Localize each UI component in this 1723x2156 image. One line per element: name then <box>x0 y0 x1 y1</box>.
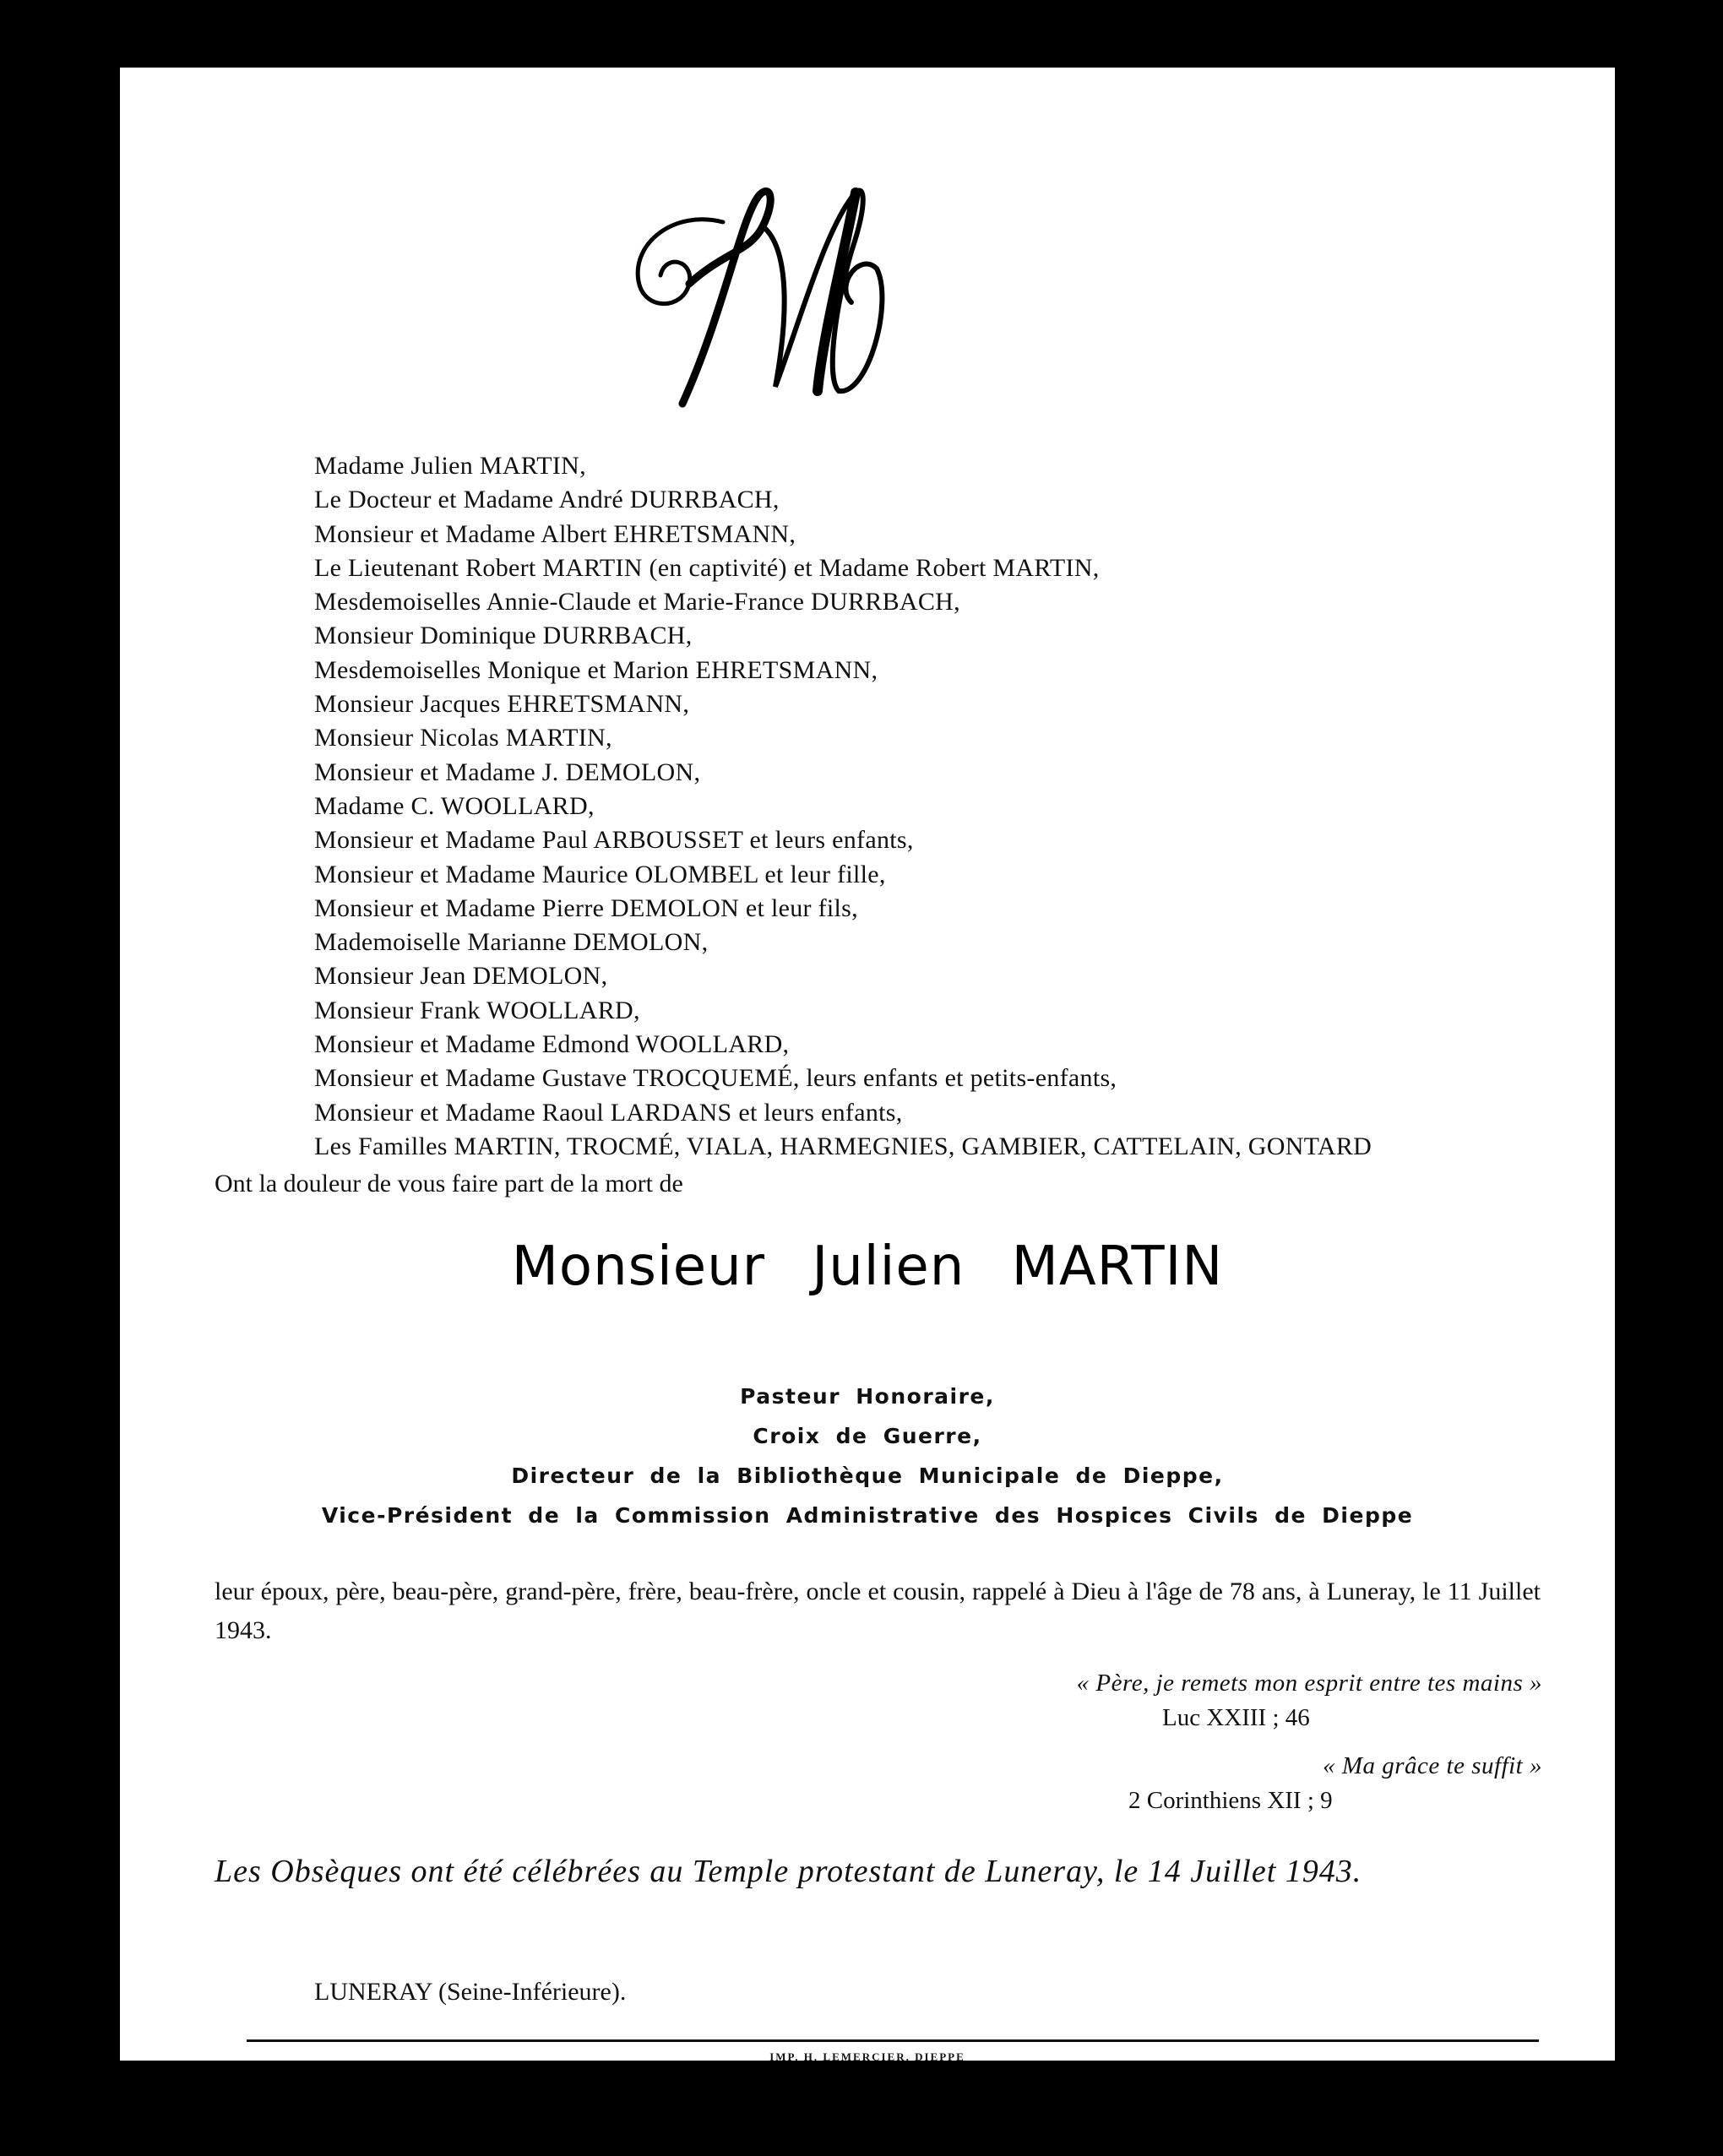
family-line: Monsieur et Madame Albert EHRETSMANN, <box>314 519 796 548</box>
family-line: Monsieur et Madame Edmond WOOLLARD, <box>314 1030 790 1059</box>
title-line: Pasteur Honoraire, <box>740 1384 995 1409</box>
family-line: Monsieur Jacques EHRETSMANN, <box>314 690 690 719</box>
funeral-notice: Les Obsèques ont été célébrées au Temple protestant de Luneray, le 14 Juillet 1943. <box>215 1854 1362 1889</box>
family-line: Monsieur et Madame Raoul LARDANS et leurs enfants, <box>314 1098 903 1127</box>
intro-text: Ont la douleur de vous faire part de la mort de <box>215 1170 683 1197</box>
family-line: Mesdemoiselles Monique et Marion EHRETSMANN, <box>314 655 878 684</box>
place-line: LUNERAY (Seine-Inférieure). <box>314 1978 627 2006</box>
family-line: Les Familles MARTIN, TROCMÉ, VIALA, HARMEGNIES, GAMBIER, CATTELAIN, GONTARD <box>314 1132 1372 1160</box>
family-line: Monsieur et Madame Paul ARBOUSSET et leurs enfants, <box>314 826 914 855</box>
deceased-name: Monsieur Julien MARTIN <box>511 1235 1224 1298</box>
monogram-m <box>623 176 927 429</box>
verse-reference: Luc XXIII ; 46 <box>1162 1704 1310 1731</box>
family-line: Monsieur et Madame Maurice OLOMBEL et leur fille, <box>314 860 886 888</box>
family-line: Le Docteur et Madame André DURRBACH, <box>314 486 780 514</box>
family-line: Madame C. WOOLLARD, <box>314 791 595 820</box>
family-list <box>314 449 1666 1164</box>
family-line: Monsieur Dominique DURRBACH, <box>314 622 693 650</box>
family-line: Monsieur Jean DEMOLON, <box>314 962 608 991</box>
family-line: Monsieur Frank WOOLLARD, <box>314 996 640 1024</box>
family-line: Madame Julien MARTIN, <box>314 452 586 480</box>
family-line: Mademoiselle Marianne DEMOLON, <box>314 928 709 957</box>
printer-credit: IMP. H. LEMERCIER, DIEPPE <box>769 2050 965 2063</box>
announcement-page <box>120 68 1615 2061</box>
family-line: Monsieur Nicolas MARTIN, <box>314 724 612 752</box>
deceased-titles <box>120 1377 1615 1535</box>
verse-reference: 2 Corinthiens XII ; 9 <box>1128 1787 1333 1814</box>
title-line: Croix de Guerre, <box>753 1424 982 1448</box>
family-line: Le Lieutenant Robert MARTIN (en captivité) et Madame Robert MARTIN, <box>314 553 1100 582</box>
verse-quote: « Ma grâce te suffit » <box>1323 1752 1542 1779</box>
divider <box>247 2039 1539 2042</box>
family-line: Monsieur et Madame J. DEMOLON, <box>314 758 701 786</box>
family-line: Monsieur et Madame Gustave TROCQUEMÉ, leurs enfants et petits-enfants, <box>314 1064 1117 1093</box>
family-line: Mesdemoiselles Annie-Claude et Marie-France DURRBACH, <box>314 588 960 616</box>
family-line: Monsieur et Madame Pierre DEMOLON et leur fils, <box>314 893 858 922</box>
verse-quote: « Père, je remets mon esprit entre tes mains » <box>1076 1670 1542 1697</box>
title-line: Directeur de la Bibliothèque Municipale de Dieppe, <box>511 1464 1224 1488</box>
relation-text: leur époux, père, beau-père, grand-père, frère, beau-frère, oncle et cousin, rappelé à Dieu à l'âge de 78 ans, à Luneray, le 11 Juillet 1943. <box>215 1578 1541 1644</box>
title-line: Vice-Président de la Commission Administrative des Hospices Civils de Dieppe <box>321 1503 1414 1528</box>
